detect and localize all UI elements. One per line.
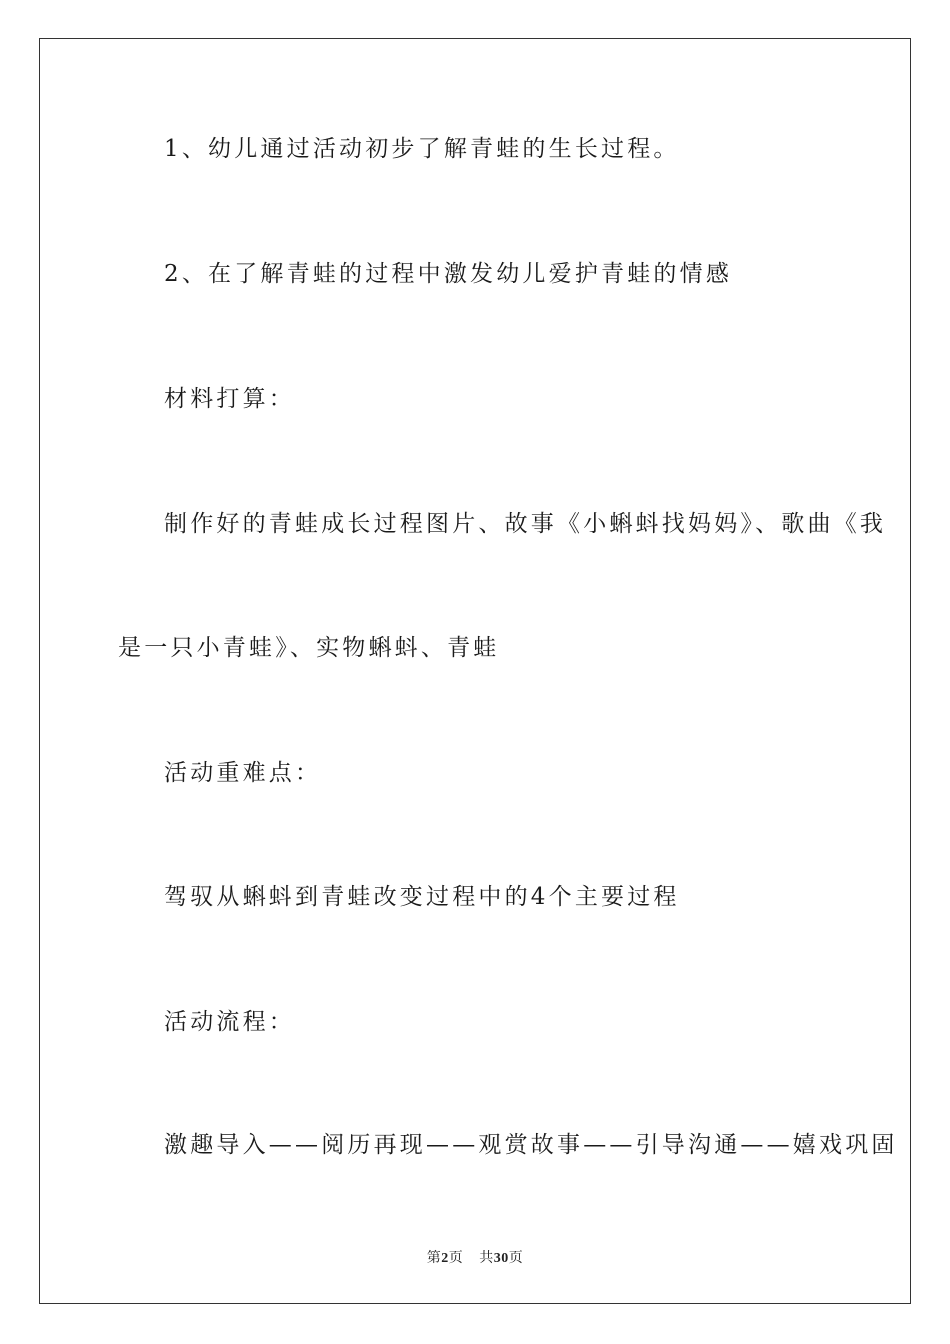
paragraph-process-steps: 激趣导入——阅历再现——观赏故事——引导沟通——嬉戏巩固 <box>164 1132 898 1158</box>
paragraph-key-points: 驾驭从蝌蚪到青蛙改变过程中的4个主要过程 <box>164 884 680 910</box>
heading-materials: 材料打算： <box>164 386 295 412</box>
footer-page-prefix: 第 <box>426 1251 442 1266</box>
heading-key-points: 活动重难点： <box>164 760 322 786</box>
heading-process: 活动流程： <box>164 1009 295 1035</box>
paragraph-objective-1: 1、幼儿通过活动初步了解青蛙的生长过程。 <box>164 136 680 162</box>
footer-total-suffix: 页 <box>508 1251 524 1266</box>
paragraph-objective-2: 2、在了解青蛙的过程中激发幼儿爱护青蛙的情感 <box>164 261 733 287</box>
footer-page-suffix: 页 <box>448 1251 464 1266</box>
footer-page-number: 2 <box>441 1251 449 1266</box>
page-border <box>39 38 911 1304</box>
paragraph-materials-line-1: 制作好的青蛙成长过程图片、故事《小蝌蚪找妈妈》、歌曲《我 <box>164 511 887 537</box>
page-footer <box>0 1247 950 1267</box>
paragraph-materials-line-2: 是一只小青蛙》、实物蝌蚪、青蛙 <box>118 635 500 661</box>
footer-total-pages: 30 <box>493 1251 509 1266</box>
footer-total-prefix: 共 <box>479 1251 494 1266</box>
